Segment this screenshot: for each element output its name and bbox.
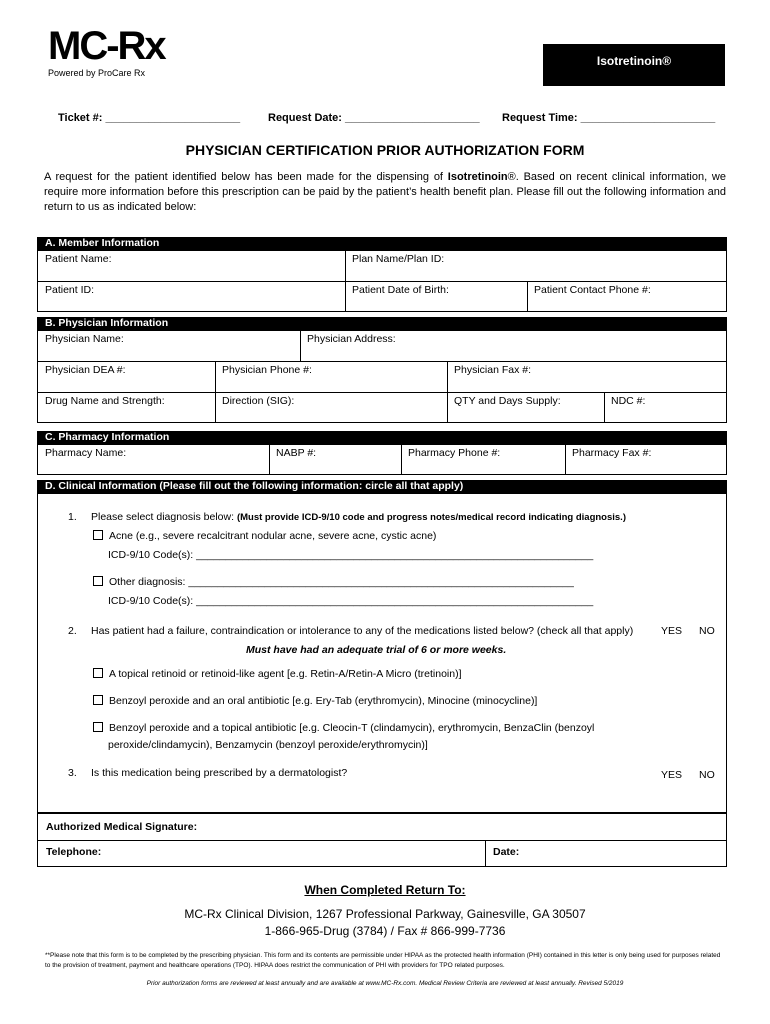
divider	[485, 840, 486, 866]
divider	[38, 840, 726, 841]
drug-name-field[interactable]: Drug Name and Strength:	[45, 395, 165, 407]
q3-number: 3.	[68, 767, 77, 779]
qty-field[interactable]: QTY and Days Supply:	[454, 395, 561, 407]
drug-banner: Isotretinoin®	[543, 44, 725, 86]
checkbox[interactable]	[93, 530, 103, 540]
q2-no[interactable]: NO	[699, 625, 715, 637]
date-field[interactable]: Date:	[493, 846, 520, 858]
patient-name-field[interactable]: Patient Name:	[45, 253, 112, 265]
physician-address-field[interactable]: Physician Address:	[307, 333, 396, 345]
q2-subnote: Must have had an adequate trial of 6 or more weeks.	[246, 644, 507, 656]
review-note: Prior authorization forms are reviewed at least annually and are available at www.MC-Rx.com. Medical Review Criteria are reviewed at least annually. Revised 5/2019	[146, 980, 624, 987]
request-time-field[interactable]: Request Time: ______________________	[502, 112, 716, 124]
signature-field[interactable]: Authorized Medical Signature:	[46, 821, 198, 833]
q1-option-other[interactable]: Other diagnosis: __________________________________________________________________	[93, 576, 574, 588]
physician-name-field[interactable]: Physician Name:	[45, 333, 124, 345]
section-d-box	[37, 493, 727, 813]
pharmacy-fax-field[interactable]: Pharmacy Fax #:	[572, 447, 652, 459]
q1-label: Please select diagnosis below:	[91, 511, 235, 523]
divider	[345, 251, 346, 311]
q2-option-retinoid[interactable]: A topical retinoid or retinoid-like agent [e.g. Retin-A/Retin-A Micro (tretinoin)]	[93, 668, 462, 680]
intro-after: ®. Based on recent clinical information, we require more information before this prescription can be paid by the patient’s health benefit plan. Please fill out the following information and return to us as indicated below:	[44, 171, 726, 213]
q1-number: 1.	[68, 511, 77, 523]
q2-option-topical-antibiotic-cont: peroxide/clindamycin), Benzamycin (benzoyl peroxide/erythromycin)]	[108, 739, 428, 751]
patient-id-field[interactable]: Patient ID:	[45, 284, 95, 296]
q2-option-oral-antibiotic[interactable]: Benzoyl peroxide and an oral antibiotic [e.g. Ery-Tab (erythromycin), Minocine (minocycline)]	[93, 695, 537, 707]
return-phone-fax: 1-866-965-Drug (3784) / Fax # 866-999-7736	[264, 924, 506, 938]
divider	[38, 281, 726, 282]
return-address: MC-Rx Clinical Division, 1267 Professional Parkway, Gainesville, GA 30507	[184, 907, 586, 921]
icd-code-line-2[interactable]: ICD-9/10 Code(s): ____________________________________________________________________	[108, 595, 594, 607]
return-heading: When Completed Return To:	[304, 883, 466, 897]
dob-field[interactable]: Patient Date of Birth:	[352, 284, 449, 296]
q2-text: Has patient had a failure, contraindication or intolerance to any of the medications listed below? (check all that apply)	[91, 625, 634, 637]
logo	[48, 26, 165, 66]
divider	[38, 392, 726, 393]
physician-fax-field[interactable]: Physician Fax #:	[454, 364, 532, 376]
intro-before: A request for the patient identified below has been made for the dispensing of	[44, 171, 448, 183]
q3-yes[interactable]: YES	[661, 769, 683, 781]
q2-option-topical-antibiotic[interactable]: Benzoyl peroxide and a topical antibiotic [e.g. Cleocin-T (clindamycin), erythromycin, BenzaClin (benzoyl	[93, 722, 594, 734]
telephone-field[interactable]: Telephone:	[46, 846, 102, 858]
nabp-field[interactable]: NABP #:	[276, 447, 317, 459]
request-date-field[interactable]: Request Date: ______________________	[268, 112, 480, 124]
section-d-header: D. Clinical Information (Please fill out the following information: circle all that apply)	[37, 480, 727, 493]
divider	[215, 361, 216, 422]
checkbox[interactable]	[93, 576, 103, 586]
checkbox[interactable]	[93, 695, 103, 705]
logo-text: MC-Rx	[48, 24, 165, 68]
divider	[604, 392, 605, 422]
signature-box	[37, 813, 727, 867]
plan-field[interactable]: Plan Name/Plan ID:	[352, 253, 445, 265]
patient-phone-field[interactable]: Patient Contact Phone #:	[534, 284, 651, 296]
ndc-field[interactable]: NDC #:	[611, 395, 646, 407]
q1-text	[91, 511, 721, 523]
intro-paragraph	[44, 170, 726, 215]
divider	[447, 361, 448, 422]
ticket-field[interactable]: Ticket #: ______________________	[58, 112, 241, 124]
section-a-header: A. Member Information	[37, 237, 727, 250]
pharmacy-name-field[interactable]: Pharmacy Name:	[45, 447, 127, 459]
q1-option-acne[interactable]: Acne (e.g., severe recalcitrant nodular acne, severe acne, cystic acne)	[93, 530, 436, 542]
divider	[565, 445, 566, 474]
section-c-header: C. Pharmacy Information	[37, 431, 727, 444]
divider	[527, 281, 528, 311]
page-title: PHYSICIAN CERTIFICATION PRIOR AUTHORIZATION FORM	[185, 142, 585, 158]
pharmacy-phone-field[interactable]: Pharmacy Phone #:	[408, 447, 501, 459]
intro-drug: Isotretinoin	[447, 171, 508, 183]
q2-number: 2.	[68, 625, 77, 637]
section-a-box	[37, 250, 727, 312]
logo-tagline: Powered by ProCare Rx	[48, 68, 146, 78]
q2-yes[interactable]: YES	[661, 625, 683, 637]
icd-code-line-1[interactable]: ICD-9/10 Code(s): ____________________________________________________________________	[108, 549, 594, 561]
checkbox[interactable]	[93, 668, 103, 678]
divider	[300, 331, 301, 361]
physician-phone-field[interactable]: Physician Phone #:	[222, 364, 312, 376]
sig-field[interactable]: Direction (SIG):	[222, 395, 295, 407]
divider	[401, 445, 402, 474]
physician-dea-field[interactable]: Physician DEA #:	[45, 364, 126, 376]
hipaa-note: **Please note that this form is to be completed by the prescribing physician. This form and its contents are permissible under HIPAA as the protected health information (PHI) contained in this letter is only being used for purposes related to the provision of treatment, payment and healthcare operations (TPO). HIPAA does restrict the communication of PHI with providers for TPO related purposes.	[45, 952, 721, 969]
checkbox[interactable]	[93, 722, 103, 732]
section-c-box	[37, 444, 727, 475]
q3-text: Is this medication being prescribed by a dermatologist?	[91, 767, 348, 779]
section-b-box	[37, 330, 727, 423]
section-b-header: B. Physician Information	[37, 317, 727, 330]
q3-no[interactable]: NO	[699, 769, 715, 781]
q1-note: (Must provide ICD-9/10 code and progress notes/medical record indicating diagnosis.)	[236, 512, 626, 523]
divider	[269, 445, 270, 474]
divider	[38, 361, 726, 362]
